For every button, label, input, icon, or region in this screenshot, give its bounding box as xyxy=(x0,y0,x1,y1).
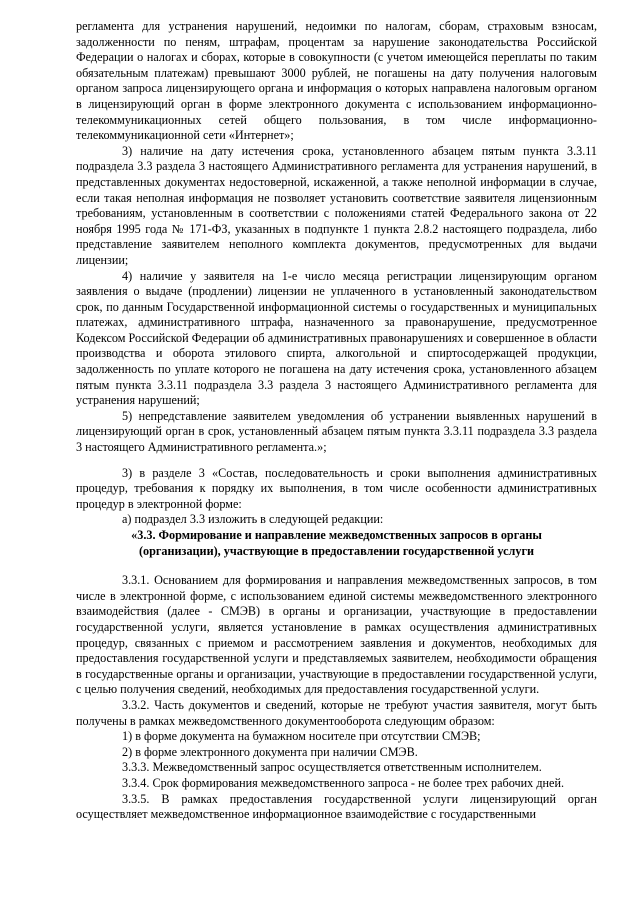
paragraph-1: регламента для устранения нарушений, недоимки по налогам, сборам, страховым взносам, задолженности по пеням, штрафам, процентам за нарушение законодательства Российской Федерации о налогах и сборах, которые в совокупности (с учетом имеющейся переплаты по таким обязательным платежам) превышают 3000 рублей, не погашены на дату получения налоговым органом запроса лицензирующего органа и информация о которых направлена налоговым органом в лицензирующий орган в форме электронного документа с использованием информационно-телекоммуникационных сетей общего пользования, в том числе информационно-телекоммуникационной сети «Интернет»; xyxy=(76,19,597,143)
paragraph-3-3-4: 3.3.4. Срок формирования межведомственного запроса - не более трех рабочих дней. xyxy=(122,775,565,790)
paragraph-section-3: 3) в разделе 3 «Состав, последовательность и сроки выполнения административных процедур, требования к порядку их выполнения, в том числе особенности административных процедур в электронной форме: xyxy=(76,465,597,511)
list-item-1: 1) в форме документа на бумажном носителе при отсутствии СМЭВ; xyxy=(122,729,481,744)
spacer xyxy=(76,456,597,466)
list-item-2: 2) в форме электронного документа при наличии СМЭВ. xyxy=(122,744,418,759)
paragraph-3-3-5: 3.3.5. В рамках предоставления государственной услуги лицензирующий орган осуществляет межведомственное информационное взаимодействие с государственными xyxy=(76,791,597,822)
spacer xyxy=(76,559,597,573)
section-heading: «3.3. Формирование и направление межведомственных запросов в органы (организации), участвующие в предоставлении государственной услуги xyxy=(131,528,542,558)
paragraph-3-3-3: 3.3.3. Межведомственный запрос осуществляется ответственным исполнителем. xyxy=(122,760,542,775)
paragraph-3-3-2: 3.3.2. Часть документов и сведений, которые не требуют участия заявителя, могут быть получены в рамках межведомственного документооборота следующим образом: xyxy=(76,697,597,728)
paragraph-item-5: 5) непредставление заявителем уведомления об устранении выявленных нарушений в лицензирующий орган в срок, установленный абзацем пятым пункта 3.3.11 подраздела 3.3 раздела 3 настоящего Административного регламента.»; xyxy=(76,408,597,455)
paragraph-subsection-a: а) подраздел 3.3 изложить в следующей редакции: xyxy=(122,512,384,527)
document-page xyxy=(76,19,597,823)
paragraph-item-3: 3) наличие на дату истечения срока, установленного абзацем пятым пункта 3.3.11 подраздела 3.3 раздела 3 настоящего Административного регламента для устранения нарушений, в представленных документах недостоверной, искаженной, а также неполной информации в случае, если такая неполная информация не позволяет установить соответствие заявителя лицензионным требованиям, установленным в соответствии с положениями статей Федерального закона от 22 ноября 1995 года № 171-ФЗ, указанных в подпункте 1 пункта 2.8.2 настоящего подраздела, либо представление заявителем неполного комплекта документов, предусмотренных для выдачи лицензии; xyxy=(76,143,597,267)
paragraph-item-4: 4) наличие у заявителя на 1-е число месяца регистрации лицензирующим органом заявления о выдаче (продлении) лицензии не уплаченного в установленный законодательством срок, по данным Государственной информационной системы о государственных и муниципальных платежах, административного штрафа, назначенного за правонарушение, предусмотренное Кодексом Российской Федерации об административных правонарушениях и совершенное в области производства и оборота этилового спирта, алкогольной и спиртосодержащей продукции, задолженность по уплате которого не погашена на дату истечения срока, установленного абзацем пятым пункта 3.3.11 подраздела 3.3 раздела 3 настоящего Административного регламента для устранения нарушений; xyxy=(76,268,597,408)
paragraph-3-3-1: 3.3.1. Основанием для формирования и направления межведомственных запросов, в том числе в электронной форме, с использованием единой системы межведомственного электронного взаимодействия (далее - СМЭВ) в органы и организации, участвующие в предоставлении государственной услуги, является установление в рамках осуществления административных процедур, связанных с приемом и рассмотрением заявления и документов, необходимых для предоставления государственной услуги и представляемых заявителем, необходимости обращения в государственные органы и организации, участвующие в предоставлении государственной услуги, с целью получения сведений, необходимых для предоставления государственной услуги. xyxy=(76,573,597,697)
